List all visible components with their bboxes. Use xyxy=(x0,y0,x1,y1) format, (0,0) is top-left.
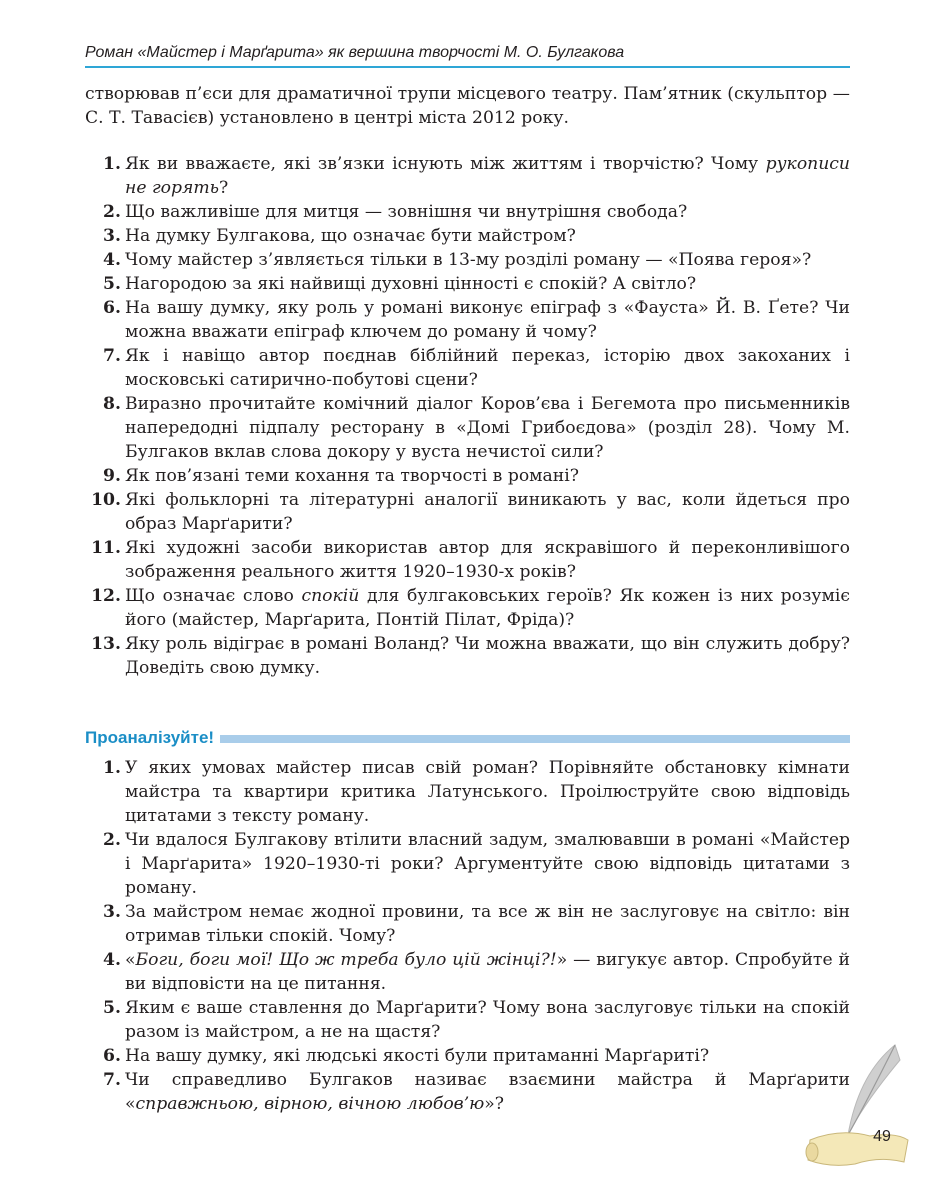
list-item xyxy=(85,828,850,900)
list-item xyxy=(85,200,850,224)
item-number: 1. xyxy=(103,154,121,174)
section-heading xyxy=(85,727,850,749)
section-title: Проаналізуйте! xyxy=(85,728,215,747)
running-head: Роман «Майстер і Марґарита» як вершина творчості М. О. Булгакова xyxy=(85,44,625,61)
list-item xyxy=(85,296,850,344)
list-item xyxy=(85,536,850,584)
list-item xyxy=(85,344,850,392)
item-number: 7. xyxy=(103,1070,121,1090)
list-item xyxy=(85,584,850,632)
item-text: Яким є ваше ставлення до Марґарити? Чому вона заслуговує тільки на спокій разом із майстром, а не на щастя? xyxy=(125,998,850,1042)
list-item xyxy=(85,152,850,200)
item-number: 7. xyxy=(103,346,121,366)
item-number: 2. xyxy=(103,202,121,222)
section-bar xyxy=(220,735,850,743)
list-item xyxy=(85,1044,850,1068)
questions-list xyxy=(85,152,850,680)
item-text: Як пов’язані теми кохання та творчості в романі? xyxy=(125,466,579,486)
analyze-list xyxy=(85,756,850,1116)
list-item xyxy=(85,996,850,1044)
item-number: 9. xyxy=(103,466,121,486)
item-number: 3. xyxy=(103,902,121,922)
item-number: 5. xyxy=(103,998,121,1018)
item-number: 1. xyxy=(103,758,121,778)
item-number: 8. xyxy=(103,394,121,414)
item-number: 6. xyxy=(103,298,121,318)
item-number: 10. xyxy=(91,490,121,510)
page-number: 49 xyxy=(873,1128,891,1145)
item-text: У яких умовах майстер писав свій роман? Порівняйте обстановку кімнати майстра та квартири критика Латунського. Проілюструйте свою відповідь цитатами з тексту роману. xyxy=(125,758,850,826)
item-number: 4. xyxy=(103,250,121,270)
list-item xyxy=(85,272,850,296)
list-item xyxy=(85,756,850,828)
item-text: Як і навіщо автор поєднав біблійний переказ, історію двох закоханих і московські сатирично-побутові сцени? xyxy=(125,346,850,390)
item-text: «Боги, боги мої! Що ж треба було цій жінці?!» — вигукує автор. Спробуйте й ви відповісти на це питання. xyxy=(125,950,850,994)
item-number: 11. xyxy=(91,538,121,558)
list-item xyxy=(85,632,850,680)
list-item xyxy=(85,900,850,948)
list-item xyxy=(85,464,850,488)
item-number: 4. xyxy=(103,950,121,970)
list-item xyxy=(85,248,850,272)
item-text: Чи вдалося Булгакову втілити власний задум, змалювавши в романі «Майстер і Марґарита» 1920–1930-ті роки? Аргументуйте свою відповідь цитатами з роману. xyxy=(125,830,850,898)
item-number: 5. xyxy=(103,274,121,294)
list-item xyxy=(85,392,850,464)
item-text: Нагородою за які найвищі духовні цінності є спокій? А світло? xyxy=(125,274,697,294)
item-number: 12. xyxy=(91,586,121,606)
list-item xyxy=(85,1068,850,1116)
item-text: Чи справедливо Булгаков називає взаємини майстра й Марґарити «справжньою, вірною, вічною любов’ю»? xyxy=(125,1070,850,1114)
list-item xyxy=(85,948,850,996)
item-text: За майстром немає жодної провини, та все ж він не заслуговує на світло: він отримав тільки спокій. Чому? xyxy=(125,902,850,946)
item-number: 2. xyxy=(103,830,121,850)
list-item xyxy=(85,488,850,536)
item-text: Що важливіше для митця — зовнішня чи внутрішня свобода? xyxy=(125,202,688,222)
item-text: Яку роль відіграє в романі Воланд? Чи можна вважати, що він служить добру? Доведіть свою думку. xyxy=(125,634,850,678)
item-text: Як ви вважаєте, які зв’язки існують між життям і творчістю? Чому рукописи не горять? xyxy=(125,154,850,198)
item-text: Що означає слово спокій для булгаковських героїв? Як кожен із них розуміє його (майстер, Марґарита, Понтій Пілат, Фріда)? xyxy=(125,586,850,630)
item-number: 3. xyxy=(103,226,121,246)
item-text: Які художні засоби використав автор для яскравішого й переконливішого зображення реального життя 1920–1930-х років? xyxy=(125,538,850,582)
header-rule xyxy=(85,66,850,68)
item-text: Які фольклорні та літературні аналогії виникають у вас, коли йдеться про образ Марґарити? xyxy=(125,490,850,534)
item-number: 6. xyxy=(103,1046,121,1066)
item-text: На вашу думку, яку роль у романі виконує епіграф з «Фауста» Й. В. Ґете? Чи можна вважати епіграф ключем до роману й чому? xyxy=(125,298,850,342)
list-item xyxy=(85,224,850,248)
item-text: На думку Булгакова, що означає бути майстром? xyxy=(125,226,576,246)
item-text: На вашу думку, які людські якості були притаманні Марґариті? xyxy=(125,1046,710,1066)
item-text: Виразно прочитайте комічний діалог Коров’єва і Бегемота про письменників напередодні підпалу ресторану в «Домі Грибоєдова» (розділ 28). Чому М. Булгаков вклав слова докору у вуста нечистої сили? xyxy=(125,394,850,462)
intro-paragraph: створював п’єси для драматичної трупи місцевого театру. Пам’ятник (скульптор — С. Т. Тавасієв) установлено в центрі міста 2012 року. xyxy=(85,84,850,128)
quill-scroll-icon xyxy=(800,1040,915,1170)
item-text: Чому майстер з’являється тільки в 13-му розділі роману — «Поява героя»? xyxy=(125,250,812,270)
item-number: 13. xyxy=(91,634,121,654)
